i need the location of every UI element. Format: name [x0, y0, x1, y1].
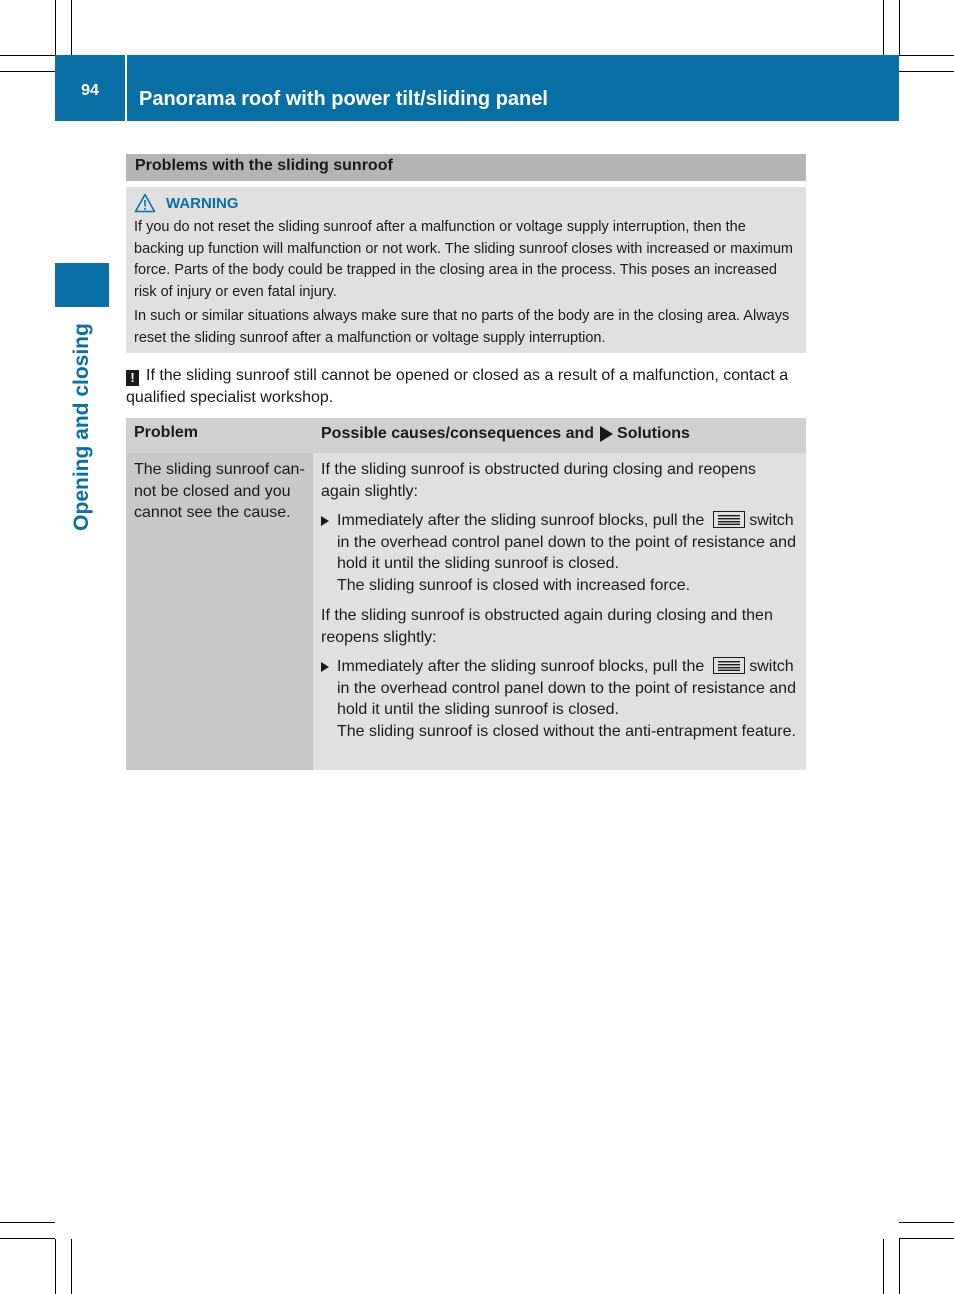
column-header-solutions: [313, 418, 806, 450]
note-text: If the sliding sunroof still cannot be opened or closed as a result of a malfunction, contact a qualified specialist workshop.: [126, 367, 789, 406]
sunroof-switch-icon: [713, 657, 745, 674]
note: [126, 365, 806, 409]
crop-mark: [0, 1238, 55, 1239]
step-result: The sliding sunroof is closed without the anti-entrapment feature.: [337, 722, 796, 740]
step-arrow-icon: [321, 662, 329, 672]
warning-header: [134, 191, 798, 215]
table-header-row: [126, 418, 806, 453]
step-text: switch in the overhead control panel down to the point of resistance and hold it until the sliding sunroof is closed.: [337, 512, 796, 572]
step-result: The sliding sunroof is closed with increased force.: [337, 576, 691, 594]
column-header-solutions-label: Solutions: [617, 425, 690, 442]
problem-cell: The sliding sunroof cannot be closed and you cannot see the cause.: [126, 453, 313, 770]
step-text: Immediately after the sliding sunroof blocks, pull the: [337, 658, 705, 675]
warning-triangle-icon: [134, 193, 156, 213]
crop-mark: [899, 55, 954, 56]
case-intro: If the sliding sunroof is obstructed again during closing and then reopens slightly:: [321, 607, 773, 646]
step-text: Immediately after the sliding sunroof blocks, pull the: [337, 512, 705, 529]
column-header-causes: Possible causes/consequences and: [321, 425, 595, 442]
chapter-tab: [55, 263, 109, 307]
table-row: [126, 453, 806, 770]
section-heading: Problems with the sliding sunroof: [126, 154, 806, 181]
crop-mark: [0, 55, 55, 56]
problem-table: [126, 418, 806, 770]
header-divider: [125, 55, 127, 121]
crop-mark: [0, 1222, 55, 1223]
page-number: 94: [81, 82, 99, 99]
warning-label: WARNING: [166, 194, 239, 212]
triangle-arrow-icon: [600, 426, 613, 442]
solution-cell: [313, 453, 806, 770]
page-title: Panorama roof with power tilt/sliding panel: [139, 88, 548, 110]
crop-mark: [71, 1239, 72, 1294]
crop-mark: [899, 1222, 954, 1223]
crop-mark: [883, 1239, 884, 1294]
crop-mark: [0, 71, 55, 72]
column-header-problem: Problem: [134, 424, 199, 441]
crop-mark: [899, 1238, 954, 1239]
warning-paragraph: If you do not reset the sliding sunroof after a malfunction or voltage supply interruption, then the backing up function will malfunction or not work. The sliding sunroof closes with increased or maximum force. Parts of the body could be trapped in the closing area in the process. This poses an increased risk of injury or even fatal injury.: [134, 219, 793, 300]
crop-mark: [55, 1239, 56, 1294]
instruction-step: [321, 656, 798, 742]
crop-mark: [55, 0, 56, 55]
instruction-step: [321, 510, 798, 596]
crop-mark: [899, 1239, 900, 1294]
crop-mark: [883, 0, 884, 55]
crop-mark: [899, 71, 954, 72]
chapter-label: Opening and closing: [70, 323, 93, 531]
step-text: switch in the overhead control panel down to the point of resistance and hold it until the sliding sunroof is closed.: [337, 658, 796, 718]
sunroof-switch-icon: [713, 511, 745, 528]
crop-mark: [71, 0, 72, 55]
crop-mark: [899, 0, 900, 55]
exclamation-icon: !: [126, 370, 139, 386]
step-body: [337, 510, 798, 596]
step-arrow-icon: [321, 516, 329, 526]
warning-paragraph: In such or similar situations always make sure that no parts of the body are in the closing area. Always reset the sliding sunroof after a malfunction or voltage supply interruption.: [134, 308, 790, 346]
step-body: [337, 656, 798, 742]
case-intro: If the sliding sunroof is obstructed during closing and reopens again slightly:: [321, 461, 756, 500]
warning-box: [126, 187, 806, 353]
